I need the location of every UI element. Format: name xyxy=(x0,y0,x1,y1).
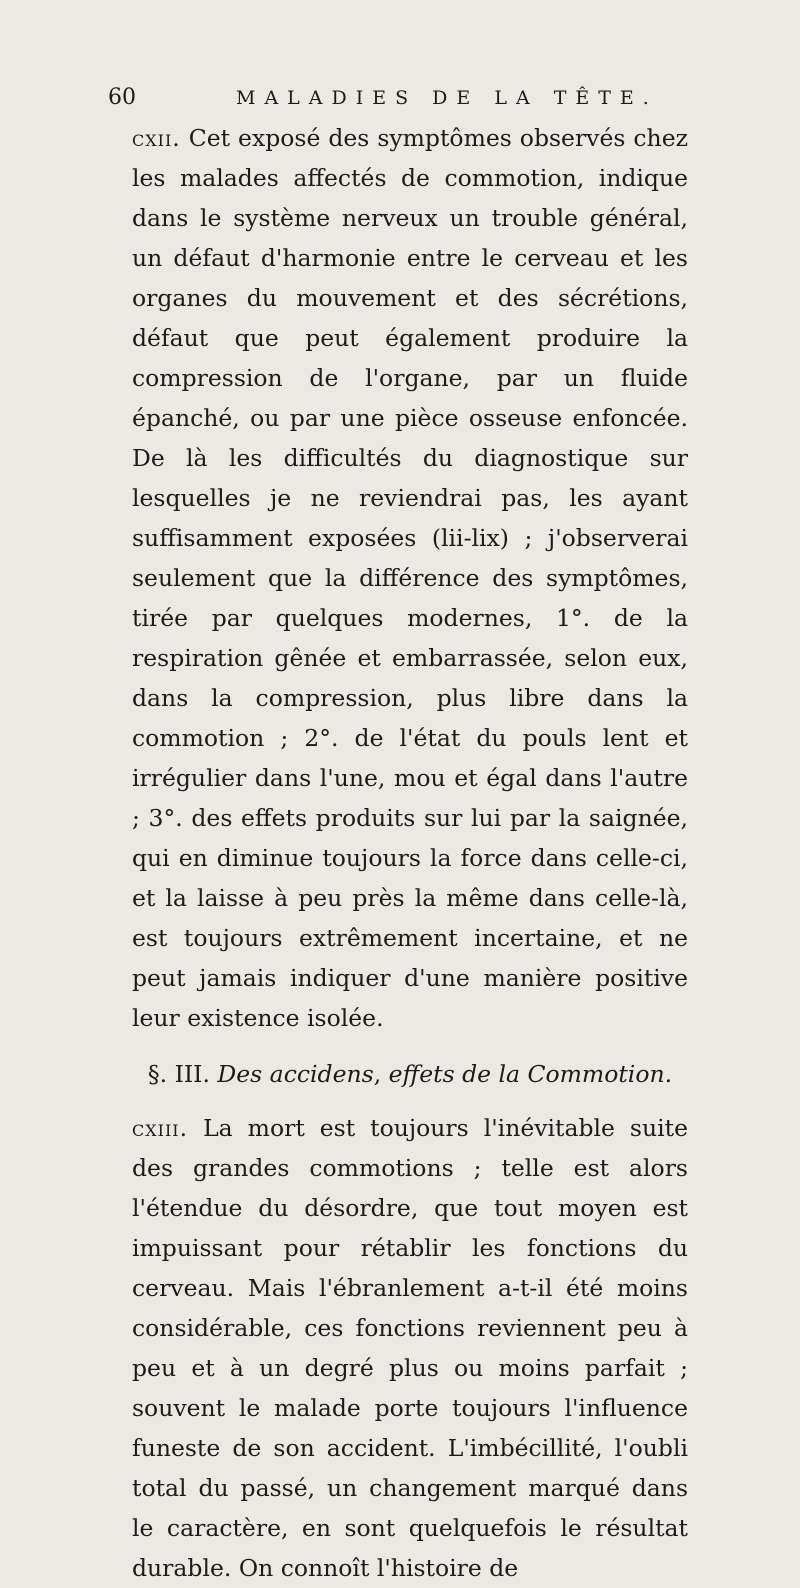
paragraph-cxiii xyxy=(132,1108,688,1588)
paragraph-cxii xyxy=(132,118,688,1038)
paragraph-number: cxiii. xyxy=(132,1114,189,1142)
section-title-part-1: Des accidens xyxy=(217,1060,374,1088)
page-body xyxy=(132,118,688,1588)
section-number: §. III. xyxy=(147,1060,210,1088)
paragraph-number: cxii. xyxy=(132,124,181,152)
paragraph-text: Cet exposé des symptômes observés chez les malades affectés de commotion, indique dans le système nerveux un trouble général, un défaut d'harmonie entre le cerveau et les organes du mouvement et des sécrétions, défaut que peut également produire la compression de l'organe, par un fluide épanché, ou par une pièce osseuse enfoncée. De là les difficultés du diagnostique sur lesquelles je ne reviendrai pas, les ayant suffisamment exposées (lii-lix) ; j'observerai seulement que la différence des symptômes, tirée par quelques modernes, 1°. de la respiration gênée et embarrassée, selon eux, dans la compression, plus libre dans la commotion ; 2°. de l'état du pouls lent et irrégulier dans l'une, mou et égal dans l'autre ; 3°. des effets produits sur lui par la saignée, qui en diminue toujours la force dans celle-ci, et la laisse à peu près la même dans celle-là, est toujours extrêmement incertaine, et ne peut jamais indiquer d'une manière positive leur existence isolée. xyxy=(132,124,688,1032)
page-number: 60 xyxy=(108,85,136,110)
section-heading xyxy=(132,1054,688,1094)
section-title-separator: , xyxy=(373,1060,382,1088)
section-title-part-2: effets de la Commotion. xyxy=(388,1060,673,1088)
page-header xyxy=(108,78,708,118)
paragraph-text: La mort est toujours l'inévitable suite des grandes commotions ; telle est alors l'étendue du désordre, que tout moyen est impuissant pour rétablir les fonctions du cerveau. Mais l'ébranlement a-t-il été moins considérable, ces fonctions reviennent peu à peu et à un degré plus ou moins parfait ; souvent le malade porte toujours l'influence funeste de son accident. L'imbécillité, l'oubli total du passé, un changement marqué dans le caractère, en sont quelquefois le résultat durable. On connoît l'histoire de xyxy=(132,1114,688,1582)
running-title: MALADIES DE LA TÊTE. xyxy=(236,87,658,109)
